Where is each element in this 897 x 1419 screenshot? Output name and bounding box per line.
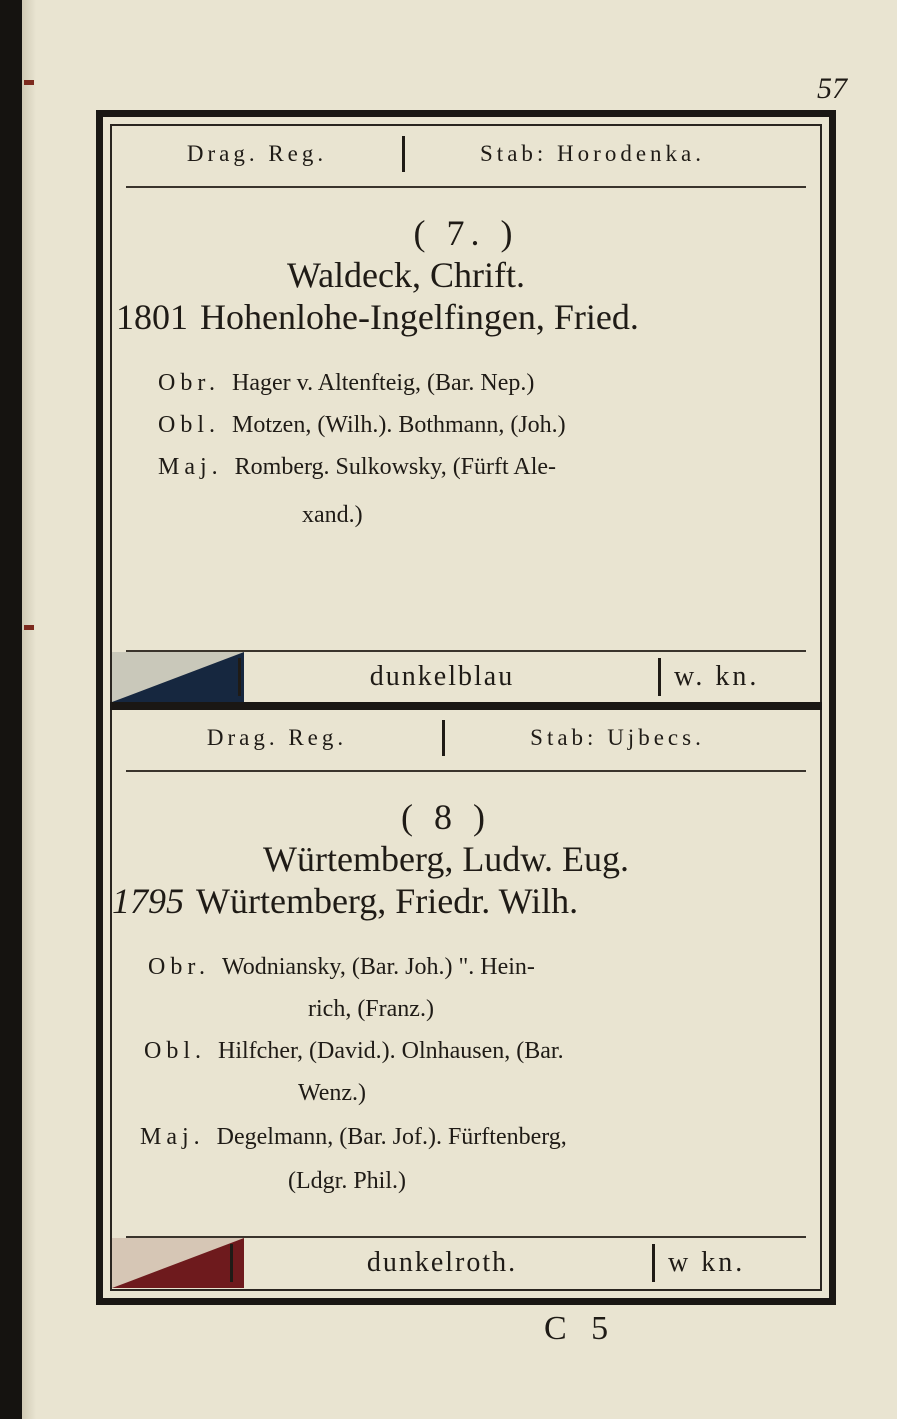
officer-rank: Obr.: [158, 370, 220, 396]
footer-separator: [652, 1244, 655, 1282]
officer-line: [308, 996, 434, 1023]
officer-line: [302, 502, 363, 529]
regiment-entry-7: [112, 126, 820, 702]
facing-color: dunkelroth.: [366, 1247, 518, 1278]
officer-names: xand.): [302, 502, 363, 528]
footer-separator: [658, 658, 661, 696]
regiment-number: ( 7. ): [413, 213, 519, 253]
regiment-table-frame: [96, 110, 836, 1305]
book-spine: [0, 0, 22, 1419]
facing-flag-icon: [112, 652, 244, 702]
officer-line: [140, 1124, 567, 1151]
spine-mark: [24, 80, 34, 85]
regiment-footer: [112, 652, 820, 702]
regiment-number: ( 8 ): [401, 797, 491, 837]
button-color: w kn.: [668, 1247, 746, 1278]
officer-line: [298, 1080, 366, 1107]
officer-names: Wodniansky, (Bar. Joh.) ". Hein-: [222, 954, 535, 980]
officer-names: Motzen, (Wilh.). Bothmann, (Joh.): [232, 412, 566, 438]
officer-names: Romberg. Sulkowsky, (Fürft Ale-: [234, 454, 556, 480]
page-number: 57: [817, 72, 847, 105]
colonel-line: [116, 296, 639, 338]
regiment-owner: Waldeck, Chrift.: [286, 255, 526, 295]
page-gutter: [22, 0, 36, 1419]
officer-line: [288, 1168, 406, 1195]
officer-rank: Obl.: [158, 412, 220, 438]
officer-names: Wenz.): [298, 1080, 367, 1106]
footer-separator: [238, 658, 241, 696]
regiment-type: Drag. Reg.: [206, 725, 348, 750]
officer-names: (Ldgr. Phil.): [288, 1168, 406, 1194]
year: 1801: [116, 297, 188, 337]
header-rule: [126, 770, 806, 772]
regiment-entry-8: [112, 710, 820, 1288]
officer-rank: Obl.: [144, 1038, 206, 1064]
colonel-name: Hohenlohe-Ingelfingen, Fried.: [200, 297, 639, 337]
spine-mark: [24, 625, 34, 630]
officer-line: [158, 370, 534, 397]
officer-names: Degelmann, (Bar. Jof.). Fürftenberg,: [216, 1124, 567, 1150]
facing-color: dunkelblau: [369, 661, 515, 692]
year: 1795: [112, 881, 184, 921]
regiment-owner: Würtemberg, Ludw. Eug.: [263, 839, 629, 879]
officer-line: [148, 954, 535, 981]
officer-line: [144, 1038, 564, 1065]
officer-names: Hager v. Altenfteig, (Bar. Nep.): [232, 370, 535, 396]
officer-rank: Maj.: [140, 1124, 205, 1150]
header-rule: [126, 186, 806, 188]
officer-rank: Maj.: [158, 454, 223, 480]
officer-rank: Obr.: [148, 954, 210, 980]
regiment-stab: Stab: Horodenka.: [480, 141, 705, 166]
officer-line: [158, 454, 556, 481]
regiment-header: [112, 130, 820, 178]
colonel-line: [112, 880, 578, 922]
officer-names: Hilfcher, (David.). Olnhausen, (Bar.: [218, 1038, 564, 1064]
button-color: w. kn.: [674, 661, 760, 692]
officer-line: [158, 412, 566, 439]
colonel-name: Würtemberg, Friedr. Wilh.: [196, 881, 579, 921]
regiment-header: [112, 714, 820, 762]
officer-names: rich, (Franz.): [308, 996, 434, 1022]
regiment-type: Drag. Reg.: [186, 141, 328, 166]
regiment-footer: [112, 1238, 820, 1288]
footer-separator: [230, 1244, 233, 1282]
section-divider: [110, 702, 822, 710]
regiment-stab: Stab: Ujbecs.: [530, 725, 705, 750]
facing-flag-icon: [112, 1238, 244, 1288]
signature-mark: C 5: [544, 1310, 617, 1347]
